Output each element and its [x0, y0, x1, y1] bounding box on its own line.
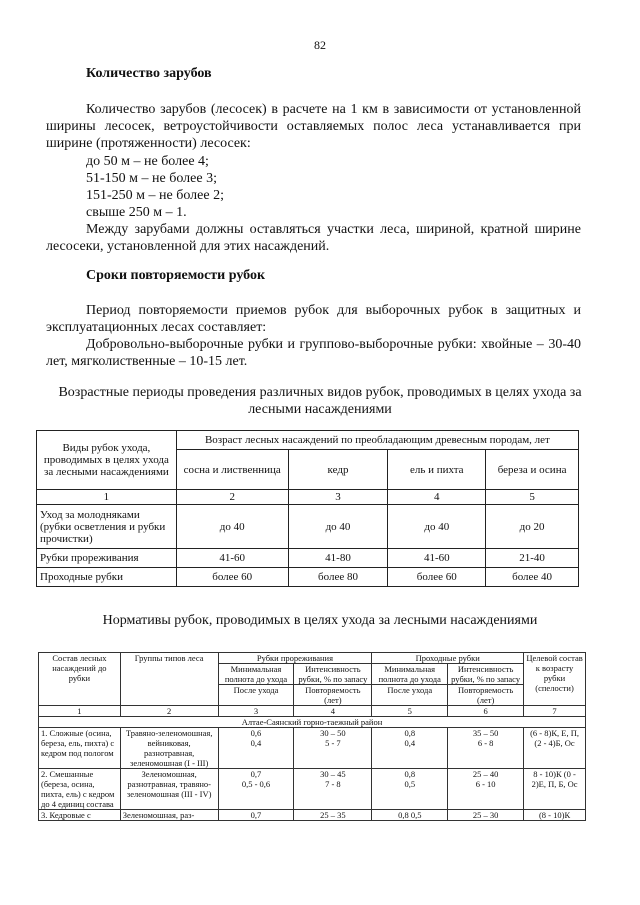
header-repeat: Повторяемость (лет): [448, 685, 524, 706]
paragraph-note: Между зарубами должны оставляться участки леса, шириной, кратной ширине лесосеки, установленной для этих насаждений.: [46, 222, 581, 254]
section-heading-cuts: Количество зарубов: [86, 66, 212, 81]
table-cell: 0,8 0,5: [372, 810, 448, 821]
table-cell: 0,8 0,4: [372, 728, 448, 769]
header-composition: Состав лесных насаждений до рубки: [39, 653, 121, 706]
header-repeat: Повторяемость (лет): [294, 685, 372, 706]
column-number: 1: [39, 706, 121, 717]
header-passage-cuts: Проходные рубки: [372, 653, 524, 664]
column-number: 6: [448, 706, 524, 717]
table-row: [37, 568, 579, 587]
column-number: 5: [486, 490, 579, 505]
section-heading-repeat: Сроки повторяемости рубок: [86, 268, 266, 283]
table-cell: 0,7: [218, 810, 294, 821]
column-number: 5: [372, 706, 448, 717]
norms-table: [38, 652, 586, 821]
column-number: 3: [288, 490, 388, 505]
table-cell: 0,7 0,5 - 0,6: [218, 769, 294, 810]
list-item: свыше 250 м – 1.: [86, 205, 187, 220]
row-label: Уход за молодняками (рубки осветления и рубки прочистки): [37, 505, 177, 549]
table-cell: до 40: [288, 505, 388, 549]
column-number: 1: [37, 490, 177, 505]
table-cell: более 60: [388, 568, 486, 587]
table-row: [39, 728, 586, 769]
table-cell: 41-60: [388, 549, 486, 568]
region-row: Алтае-Саянский горно-таежный район: [39, 717, 586, 728]
table-cell: более 40: [486, 568, 579, 587]
table-cell: более 80: [288, 568, 388, 587]
table-cell: 41-60: [176, 549, 288, 568]
table-row: [37, 549, 579, 568]
table-cell: 41-80: [288, 549, 388, 568]
header-age-group: Возраст лесных насаждений по преобладающим древесным породам, лет: [176, 431, 578, 450]
header-thinning: Рубки прореживания: [218, 653, 372, 664]
header-cut-types: Виды рубок ухода, проводимых в целях ухода за лесными насаждениями: [37, 431, 177, 490]
header-target-composition: Целевой состав к возрасту рубки (спелости): [524, 653, 586, 706]
table-row: [37, 505, 579, 549]
row-label: Рубки прореживания: [37, 549, 177, 568]
header-intensity: Интенсивность рубки, % по запасу: [294, 664, 372, 685]
table-cell: 2. Смешанные (береза, осина, пихта, ель) с кедром до 4 единиц состава: [39, 769, 121, 810]
table-cell: 25 – 40 6 - 10: [448, 769, 524, 810]
header-after-care: После ухода: [372, 685, 448, 706]
header-species: сосна и лиственница: [176, 450, 288, 490]
header-forest-types: Группы типов леса: [120, 653, 218, 706]
table-row: [39, 810, 586, 821]
list-item: 51-150 м – не более 3;: [86, 171, 217, 186]
header-after-care: После ухода: [218, 685, 294, 706]
column-number: 4: [388, 490, 486, 505]
table-cell: Травяно-зеленомошная, вейниковая, разнотравная, зеленомошная (I - III): [120, 728, 218, 769]
table-cell: Зеленомошная, раз-: [120, 810, 218, 821]
paragraph-repeat-1: Период повторяемости приемов рубок для выборочных рубок в защитных и эксплуатационных лесах составляет:: [46, 303, 581, 335]
list-item: до 50 м – не более 4;: [86, 154, 209, 169]
age-periods-table: [36, 430, 579, 587]
table-cell: 30 – 45 7 - 8: [294, 769, 372, 810]
header-species: ель и пихта: [388, 450, 486, 490]
paragraph-repeat-2: Добровольно-выборочные рубки и группово-выборочные рубки: хвойные – 30-40 лет, мягколиственные – 10-15 лет.: [46, 337, 581, 369]
column-number: 3: [218, 706, 294, 717]
column-number: 7: [524, 706, 586, 717]
table-cell: 3. Кедровые с: [39, 810, 121, 821]
paragraph-cuts: Количество зарубов (лесосек) в расчете на 1 км в зависимости от установленной ширины лесосек, ветроустойчивости оставляемых полос леса устанавливается при ширине (протяженности) лесосек:: [46, 102, 581, 151]
table2-caption: Нормативы рубок, проводимых в целях ухода за лесными насаждениями: [102, 613, 538, 628]
header-intensity: Интенсивность рубки, % по запасу: [448, 664, 524, 685]
table-row: [39, 769, 586, 810]
table-cell: 21-40: [486, 549, 579, 568]
column-number: 2: [120, 706, 218, 717]
table-cell: 25 – 30: [448, 810, 524, 821]
table1-caption: Возрастные периоды проведения различных видов рубок, проводимых в целях ухода за лесными насаждениями: [58, 385, 582, 417]
table-cell: 0,8 0,5: [372, 769, 448, 810]
table-cell: 0,6 0,4: [218, 728, 294, 769]
table-cell: (8 - 10)К: [524, 810, 586, 821]
table-cell: 25 – 35: [294, 810, 372, 821]
header-min-density: Минимальная полнота до ухода: [372, 664, 448, 685]
table-cell: до 40: [388, 505, 486, 549]
header-species: береза и осина: [486, 450, 579, 490]
table-cell: до 20: [486, 505, 579, 549]
table-cell: 1. Сложные (осина, береза, ель, пихта) с кедром под пологом: [39, 728, 121, 769]
column-number: 2: [176, 490, 288, 505]
table-cell: более 60: [176, 568, 288, 587]
row-label: Проходные рубки: [37, 568, 177, 587]
table-cell: 30 – 50 5 - 7: [294, 728, 372, 769]
table-cell: 8 - 10)К (0 - 2)Е, П, Б, Ос: [524, 769, 586, 810]
column-number: 4: [294, 706, 372, 717]
header-min-density: Минимальная полнота до ухода: [218, 664, 294, 685]
table-cell: (6 - 8)К, Е, П, (2 - 4)Б, Ос: [524, 728, 586, 769]
table-cell: до 40: [176, 505, 288, 549]
header-species: кедр: [288, 450, 388, 490]
page-number: 82: [314, 38, 326, 52]
table-cell: 35 – 50 6 - 8: [448, 728, 524, 769]
table-cell: Зеленомошная, разнотравная, травяно-зеленомошная (III - IV): [120, 769, 218, 810]
list-item: 151-250 м – не более 2;: [86, 188, 224, 203]
